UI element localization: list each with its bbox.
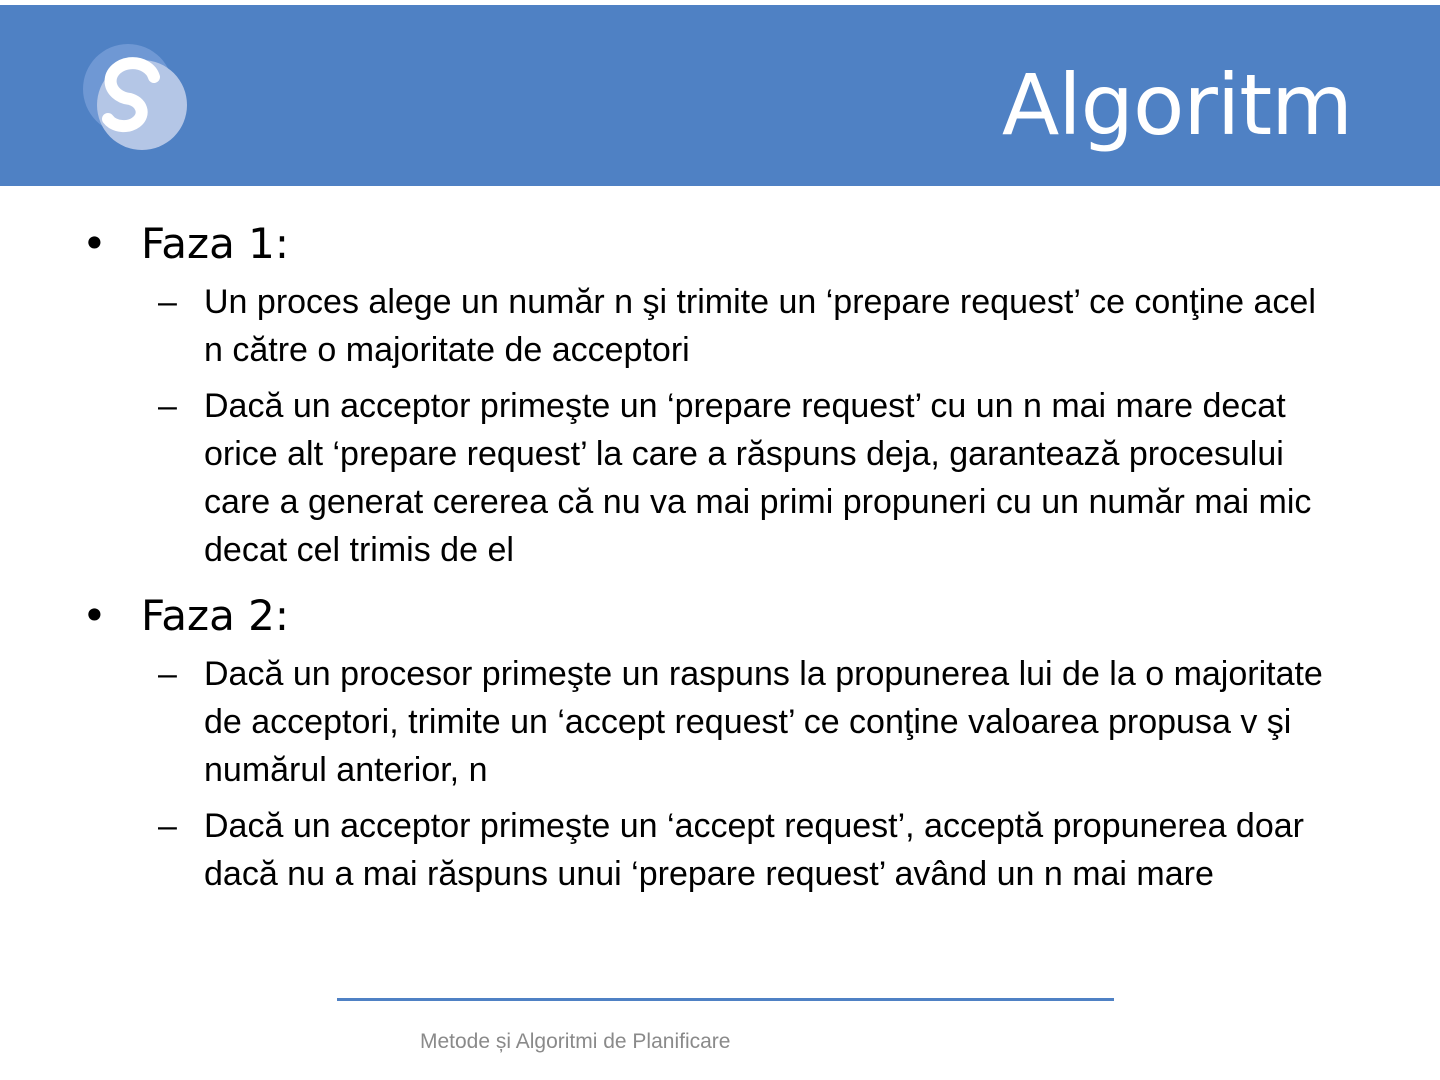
sub-bullet xyxy=(0,278,1440,374)
dash-icon: – xyxy=(158,283,177,321)
footer-text: Metode și Algoritmi de Planificare xyxy=(420,1030,731,1053)
slide-header xyxy=(0,5,1440,186)
sub-bullet-text: Dacă un acceptor primeşte un ‘prepare request’ cu un n mai mare decat orice alt ‘prepare request’ la care a răspuns deja, garantează procesului care a generat cererea că nu va mai primi propuneri cu un număr mai mic decat cel trimis de el xyxy=(204,387,1312,569)
footer-divider xyxy=(337,998,1114,1001)
dash-icon: – xyxy=(158,387,177,425)
dash-icon: – xyxy=(158,807,177,845)
bullet-icon: • xyxy=(82,591,107,640)
sub-bullet xyxy=(0,382,1440,574)
bullet-phase-2 xyxy=(0,590,1440,642)
dash-icon: – xyxy=(158,655,177,693)
circular-s-logo-icon xyxy=(80,43,190,153)
phase-2-heading: Faza 2: xyxy=(141,591,290,640)
sub-bullet-text: Un proces alege un număr n şi trimite un ‘prepare request’ ce conţine acel n către o majoritate de acceptori xyxy=(204,283,1316,369)
slide-content xyxy=(0,218,1440,906)
phase-1-heading: Faza 1: xyxy=(141,219,290,268)
sub-bullet xyxy=(0,802,1440,898)
sub-bullet xyxy=(0,650,1440,794)
sub-bullet-text: Dacă un acceptor primeşte un ‘accept request’, acceptă propunerea doar dacă nu a mai răspuns unui ‘prepare request’ având un n mai mare xyxy=(204,807,1304,893)
slide-title: Algoritm xyxy=(1001,56,1352,154)
sub-bullet-text: Dacă un procesor primeşte un raspuns la propunerea lui de la o majoritate de acceptori, trimite un ‘accept request’ ce conţine valoarea propusa v şi numărul anterior, n xyxy=(204,655,1323,789)
bullet-icon: • xyxy=(82,219,107,268)
bullet-phase-1 xyxy=(0,218,1440,270)
